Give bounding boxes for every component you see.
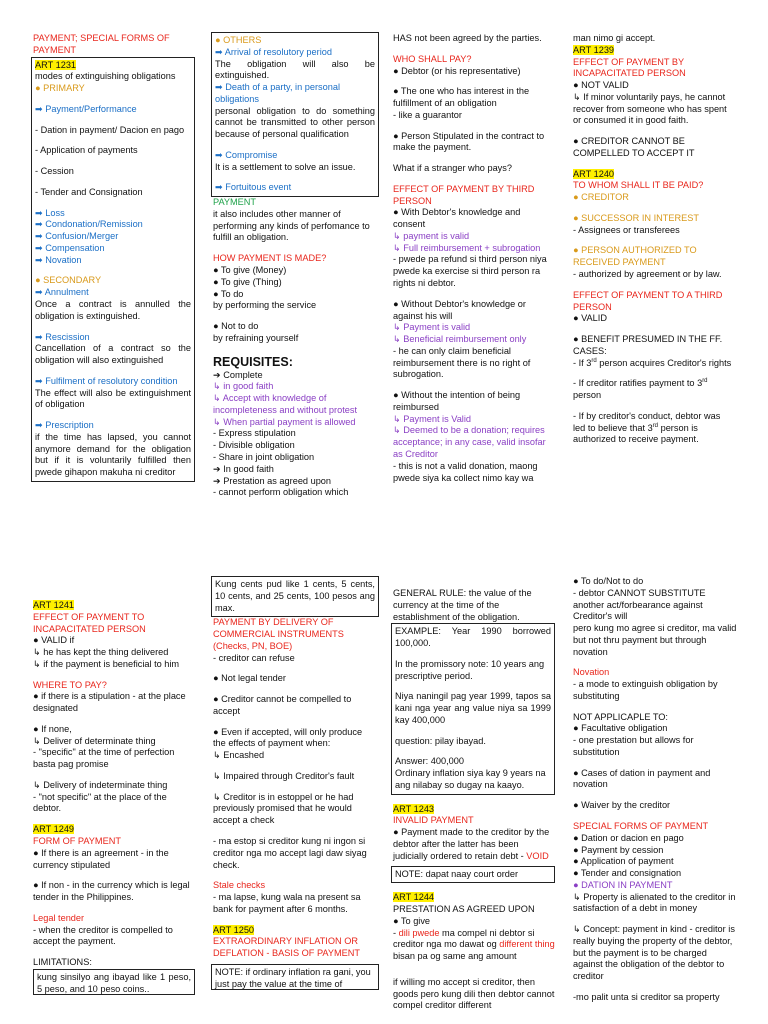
- arrow-item: ➡ Fortuitous event: [215, 182, 292, 193]
- text-line: Niya naningil pag year 1999, tapos sa kani nga year ang value niya sa 1999 kay 400,000: [395, 691, 551, 725]
- others-box: [211, 32, 379, 197]
- article-label: ART 1249: [33, 824, 75, 835]
- sub-item: ↳ Beneficial reimbursement only: [393, 334, 527, 345]
- section-heading: EXTRAORDINARY INFLATION OR DEFLATION - BASIS OF PAYMENT: [213, 936, 361, 959]
- text-line: EXAMPLE: Year 1990 borrowed 100,000.: [395, 626, 551, 649]
- text-line: - Tender and Consignation: [35, 186, 143, 197]
- text-line: The effect will also be extinguishment of obligation: [35, 387, 191, 410]
- limitations-box: kung sinsilyo ang ibayad like 1 peso, 5 peso, and 10 peso coins..: [33, 969, 195, 995]
- text-line: - authorized by agreement or by law.: [573, 269, 722, 280]
- text-line: ● VALID: [573, 313, 607, 324]
- text-line: GENERAL RULE: the value of the currency at the time of the establishment of the obligation.: [393, 588, 532, 622]
- section-heading: HOW PAYMENT IS MADE?: [213, 253, 327, 264]
- text-line: - this is not a valid donation, maong pwede siya ka collect nimo kay wa: [393, 460, 538, 483]
- text-line: ● To do/Not to do: [573, 576, 644, 586]
- text-line: - Express stipulation: [213, 428, 296, 439]
- text-line: it also includes other manner of performing any kinds of perfomance to fulfill an obligation.: [213, 208, 370, 243]
- bullet-heading: ● SUCCESSOR IN INTEREST: [573, 212, 700, 223]
- sub-item: ↳ Accept with knowledge of incompleteness and without protest: [213, 393, 358, 415]
- top-column-3: [393, 33, 555, 484]
- bottom-column-4: [573, 576, 737, 1004]
- section-heading: EFFECT OF PAYMENT TO INCAPACITATED PERSON: [33, 611, 146, 634]
- text-line: HAS not been agreed by the parties.: [393, 33, 542, 43]
- bullet-heading: ● SECONDARY: [35, 275, 102, 286]
- article-label: ART 1244: [393, 892, 435, 903]
- text-line: modes of extinguishing obligations: [35, 71, 176, 82]
- text-line: - Share in joint obligation: [213, 451, 315, 462]
- text-line: - Cession: [35, 166, 74, 177]
- text-line: ● If there is an agreement - in the currency stipulated: [33, 847, 169, 870]
- text-line: ● Even if accepted, will only produce the effects of payment when:: [213, 726, 363, 749]
- section-heading: PAYMENT BY DELIVERY OF COMMERCIAL INSTRUMENTS: [213, 617, 344, 640]
- text-line: - creditor can refuse: [213, 652, 295, 663]
- article-label: ART 1239: [573, 44, 615, 55]
- text-line: ➔ Prestation as agreed upon: [213, 475, 332, 486]
- sub-item: ↳ Payment is Valid: [393, 413, 471, 424]
- section-heading: EFFECT OF PAYMENT BY THIRD PERSON: [393, 183, 535, 206]
- text-line: ● VALID if: [33, 635, 75, 646]
- cents-note-box: Kung cents pud like 1 cents, 5 cents, 10 cents, and 25 cents, 100 pesos ang max.: [211, 576, 379, 617]
- section-heading: WHO SHALL PAY?: [393, 53, 472, 64]
- text-line: if willing mo accept si creditor, then goods pero kung dili then debtor cannot compel creditor different: [393, 976, 555, 1011]
- text-line: ➔ In good faith: [213, 463, 274, 474]
- text-line: What if a stranger who pays?: [393, 163, 512, 174]
- top-column-1: [33, 33, 195, 482]
- text-line: ↳ Creditor is in estoppel or he had previously promised that he would accept a check: [213, 791, 354, 826]
- text-line: ● Without the intention of being reimbursed: [393, 390, 521, 412]
- text-line: Once a contract is annulled the obligation is extinguished.: [35, 299, 191, 321]
- section-heading: Novation: [573, 667, 610, 678]
- text-line: man nimo gi accept.: [573, 33, 656, 43]
- bottom-column-1: [33, 600, 195, 995]
- text-line: - "specific" at the time of perfection: [33, 747, 175, 758]
- text-line: personal obligation to do something cannot be transmitted to other person because of personal qualification: [215, 105, 375, 140]
- section-heading: EFFECT OF PAYMENT BY INCAPACITATED PERSON: [573, 56, 686, 79]
- section-heading: TO WHOM SHALL IT BE PAID?: [573, 180, 704, 191]
- article-label: ART 1231: [35, 59, 77, 70]
- text-line: ● Dation or dacion en pago: [573, 832, 684, 843]
- arrow-item: ➡ Prescription: [35, 420, 94, 431]
- text-line: - "not specific" at the place of the debtor.: [33, 791, 167, 814]
- text-line: ● Waiver by the creditor: [573, 800, 671, 811]
- text-line: ● Debtor (or his representative): [393, 65, 521, 76]
- article-label: ART 1240: [573, 168, 615, 179]
- text-line: ● Payment by cession: [573, 844, 664, 855]
- text-line: ↳ If minor voluntarily pays, he cannot recover from someone who has spent or consumed it in good faith.: [573, 91, 727, 126]
- text-line: - If creditor ratifies payment to 3rd person: [573, 378, 708, 401]
- text-line: In the promissory note: 10 years ang prescriptive period.: [395, 658, 545, 681]
- text-line: ↳ Deliver of determinate thing: [33, 735, 156, 746]
- text-line: ● The one who has interest in the fulfillment of an obligation: [393, 86, 530, 109]
- arrow-item: ➡ Compromise: [215, 149, 278, 160]
- text-line: ● if there is a stipulation - at the place designated: [33, 691, 186, 714]
- text-line: by refraining yourself: [213, 332, 299, 343]
- text-line: by performing the service: [213, 300, 317, 311]
- arrow-item: ➡ Annulment: [35, 287, 89, 298]
- section-heading: FORM OF PAYMENT: [33, 836, 121, 847]
- requisites-heading: REQUISITES:: [213, 354, 293, 369]
- text-line: ↳ Encashed: [213, 750, 265, 761]
- text-line: ● Cases of dation in payment and novation: [573, 767, 711, 790]
- text-line: - a mode to extinguish obligation by substituting: [573, 679, 718, 701]
- arrow-item: ➡ Payment/Performance: [35, 103, 137, 114]
- sub-item: ↳ Payment is valid: [393, 322, 471, 333]
- section-heading: Stale checks: [213, 880, 266, 891]
- top-column-2: [211, 32, 379, 499]
- text-line: ● Application of payment: [573, 856, 674, 867]
- article-label: ART 1243: [393, 803, 435, 814]
- arrow-item: ➡ Rescission: [35, 331, 90, 342]
- arrow-item: ➡ Loss: [35, 207, 65, 218]
- text-line: if the time has lapsed, you cannot anymore demand for the obligation but if it is voluntarily fulfilled then pwede gihapon makuha ni creditor: [35, 431, 191, 478]
- text-line: ↳ he has kept the thing delivered: [33, 647, 169, 658]
- text-line: ↳ Property is alienated to the creditor in satisfaction of a debt in money: [573, 891, 736, 914]
- text-line: NOT APPLICAPLE TO:: [573, 711, 668, 722]
- court-order-note: NOTE: dapat naay court order: [391, 866, 555, 884]
- section-heading: PAYMENT: [213, 197, 257, 208]
- text-line: ● NOT VALID: [573, 80, 629, 91]
- sub-item: ↳ When partial payment is allowed: [213, 416, 356, 427]
- text-line: - If by creditor's conduct, debtor was led to believe that 3rd person is authorized to receive payment.: [573, 410, 721, 445]
- text-line: - Dation in payment/ Dacion en pago: [35, 124, 185, 135]
- text-line: - Application of payments: [35, 145, 138, 156]
- text-line: - Assignees or transferees: [573, 224, 680, 235]
- text-line: - ma lapse, kung wala na present sa bank for payment after 6 months.: [213, 892, 361, 914]
- text-line: It is a settlement to solve an issue.: [215, 161, 356, 172]
- text-line: ● To do: [213, 288, 244, 299]
- section-heading: (Checks, PN, BOE): [213, 640, 293, 651]
- text-line: - ma estop si creditor kung ni ingon si creditor nga mo accept lagi daw siyag check.: [213, 836, 367, 870]
- text-line: ● BENEFIT PRESUMED IN THE FF. CASES:: [573, 334, 723, 356]
- inflation-note-box: NOTE: if ordinary inflation ra gani, you just pay the value at the time of: [211, 964, 379, 990]
- text-line: - If 3rd person acquires Creditor's rights: [573, 357, 732, 368]
- text-line: ➔ Complete: [213, 369, 263, 380]
- arrow-item: ➡ Fulfilment of resolutory condition: [35, 375, 178, 386]
- text-line: question: pilay ibayad.: [395, 735, 486, 746]
- section-heading: EFFECT OF PAYMENT TO A THIRD PERSON: [573, 289, 723, 312]
- text-line: ● Tender and consignation: [573, 868, 682, 879]
- art-1231-box: [31, 57, 195, 482]
- text-line: ● Person Stipulated in the contract to make the payment.: [393, 130, 545, 153]
- text-line: pero kung mo agree si creditor, ma valid but not thru payment but through novation: [573, 623, 737, 657]
- example-box: [391, 623, 555, 794]
- top-column-4: [573, 33, 735, 446]
- arrow-item: ➡ Arrival of resolutory period: [215, 46, 332, 57]
- text-line: ↳ if the payment is beneficial to him: [33, 658, 180, 669]
- text-line: ● Facultative obligation: [573, 723, 668, 734]
- bottom-column-3: [393, 588, 555, 1012]
- text-line: - dili pwede ma compel ni debtor si creditor nga mo dawat og different thing bisan pa og same ang amount: [393, 927, 555, 962]
- section-title: PAYMENT; SPECIAL FORMS OF PAYMENT: [33, 33, 170, 55]
- sub-item: ↳ in good faith: [213, 381, 274, 392]
- text-line: ● To give: [393, 915, 431, 926]
- bullet-heading: ● OTHERS: [215, 35, 262, 45]
- text-line: ● Not to do: [213, 321, 259, 332]
- arrow-item: ➡ Condonation/Remission: [35, 219, 143, 230]
- text-line: ● Not legal tender: [213, 673, 286, 684]
- text-line: ● If non - in the currency which is legal tender in the Philippines.: [33, 880, 190, 903]
- article-label: ART 1241: [33, 600, 75, 610]
- section-heading: WHERE TO PAY?: [33, 679, 107, 690]
- text-line: ● To give (Money): [213, 265, 287, 276]
- text-line: ● Without Debtor's knowledge or against his will: [393, 298, 526, 321]
- arrow-item: ➡ Death of a party, in personal obligations: [215, 82, 340, 104]
- bullet-heading: ● PRIMARY: [35, 83, 85, 94]
- text-line: Cancellation of a contract so the obligation will also extinguished: [35, 343, 191, 366]
- text-line: -mo palit unta si creditor sa property: [573, 991, 720, 1002]
- article-label: ART 1250: [213, 924, 255, 935]
- section-heading: PRESTATION AS AGREED UPON: [393, 904, 535, 915]
- text-line: LIMITATIONS:: [33, 957, 92, 968]
- text-line: ● Creditor cannot be compelled to accept: [213, 694, 352, 716]
- text-line: - like a guarantor: [393, 109, 462, 120]
- bullet-heading: ● CREDITOR: [573, 192, 629, 203]
- text-line: The obligation will also be extinguished.: [215, 58, 375, 81]
- text-line: Answer: 400,000: [395, 756, 464, 767]
- sub-item: ↳ payment is valid: [393, 230, 470, 241]
- section-heading: SPECIAL FORMS OF PAYMENT: [573, 821, 709, 832]
- text-line: ● CREDITOR CANNOT BE COMPELLED TO ACCEPT IT: [573, 136, 695, 158]
- text-line: ● Payment made to the creditor by the debtor after the latter has been judicially ordered to retain debt - VOID: [393, 827, 550, 861]
- text-line: - pwede pa refund si third person niya pwede ka exercise si third person ra rights ni debtor.: [393, 254, 547, 289]
- section-heading: Legal tender: [33, 912, 85, 923]
- text-line: ● With Debtor's knowledge and consent: [393, 207, 521, 230]
- text-line: ↳ Delivery of indeterminate thing: [33, 779, 168, 790]
- bullet-heading: ● DATION IN PAYMENT: [573, 879, 673, 890]
- text-line: - cannot perform obligation which: [213, 487, 349, 498]
- text-line: ● To give (Thing): [213, 276, 282, 287]
- text-line: ↳ Impaired through Creditor's fault: [213, 770, 355, 781]
- text-line: - debtor CANNOT SUBSTITUTE another act/forbearance against Creditor's will: [573, 587, 706, 622]
- text-line: basta pag promise: [33, 759, 109, 770]
- text-line: - he can only claim beneficial reimbursement there is no right of subrogation.: [393, 345, 531, 380]
- sub-item: ↳ Full reimbursement + subrogation: [393, 242, 541, 253]
- bullet-heading: ● PERSON AUTHORIZED TO RECEIVED PAYMENT: [573, 245, 697, 268]
- arrow-item: ➡ Confusion/Merger: [35, 231, 119, 242]
- arrow-item: ➡ Novation: [35, 254, 82, 265]
- text-line: ● If none,: [33, 723, 72, 734]
- text-line: Ordinary inflation siya kay 9 years na ang nilabay so dugay na kaayo.: [395, 768, 546, 790]
- sub-item: ↳ Deemed to be a donation; requires acceptance; in any case, valid insofar as Creditor: [393, 425, 546, 459]
- text-line: - when the creditor is compelled to accept the payment.: [33, 924, 173, 947]
- arrow-item: ➡ Compensation: [35, 242, 105, 253]
- text-line: ↳ Concept: payment in kind - creditor is really buying the property of the debtor, but the payment is to be charged against the obligation of the debtor to creditor: [573, 924, 735, 982]
- text-line: - Divisible obligation: [213, 440, 295, 451]
- bottom-column-2: [211, 576, 379, 990]
- section-heading: INVALID PAYMENT: [393, 815, 474, 826]
- text-line: - one prestation but allows for substitution: [573, 735, 694, 757]
